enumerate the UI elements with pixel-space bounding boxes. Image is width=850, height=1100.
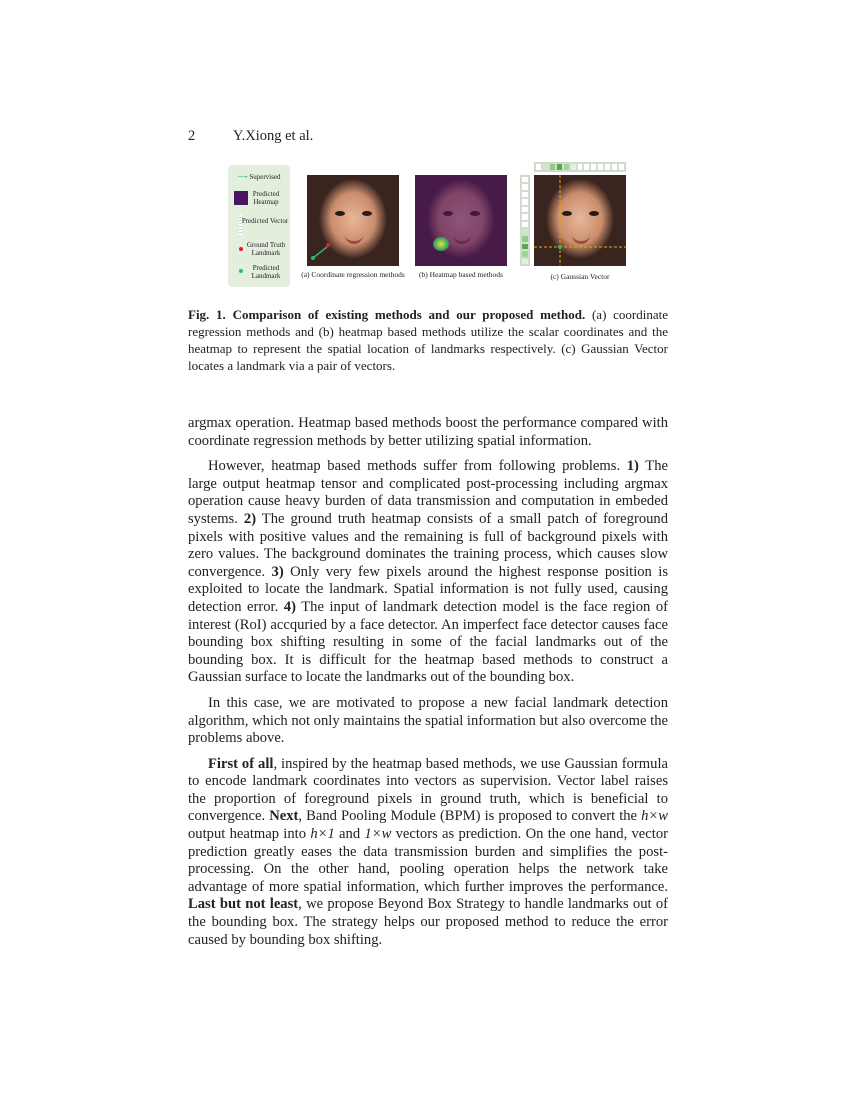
text-run: The ground truth heatmap consists of a small patch of foreground pixels with positive values and the remaining is full of background pixels with zero values. The background dominates the training process, which causes slow convergence. (188, 510, 669, 580)
figure-caption: Fig. 1. Comparison of existing methods and our proposed method. (a) coordinate regression methods and (b) heatmap based methods utilize the scalar coordinates and the heatmap to represent the spatial location of landmarks respectively. (c) Gaussian Vector locates a landmark via a pair of vectors. (188, 307, 669, 373)
text-run: output heatmap into (188, 826, 311, 843)
legend-predicted-landmark: Predicted Landmark (251, 264, 281, 280)
text-run: 3) (271, 563, 284, 580)
body-text (188, 415, 668, 957)
text-run: Only very few pixels around the highest response position is exploited to locate the landmark. Spatial information is not fully used, causing detection error. (188, 563, 668, 615)
vertical-vector (520, 175, 530, 266)
text-run: First of all (208, 755, 274, 772)
face-image-c (534, 175, 626, 266)
text-run: , we propose Beyond Box Strategy to handle landmarks out of the bounding box. The strategy helps our proposed method to reduce the error caused by bounding box shifting. (188, 896, 668, 948)
figure-legend (228, 165, 290, 287)
text-run: and (334, 826, 365, 843)
text-run: Last but not least (188, 896, 299, 913)
paragraph-4 (188, 756, 668, 950)
face-image-a (307, 175, 399, 266)
text-run: However, heatmap based methods suffer from following problems. (208, 458, 627, 475)
running-header: Y.Xiong et al. (233, 128, 314, 144)
text-run: h×w (641, 808, 668, 825)
text-run: 1) (626, 458, 639, 475)
paragraph-1: argmax operation. Heatmap based methods boost the performance compared with coordinate regression methods by better utilizing spatial information. (188, 415, 668, 449)
horizontal-vector (534, 162, 626, 172)
paragraph-2 (188, 458, 668, 687)
paragraph-3: In this case, we are motivated to propose a new facial landmark detection algorithm, which not only maintains the spatial information but also overcome the problems above. (188, 694, 668, 747)
page-number: 2 (188, 128, 196, 144)
text-run: , inspired by the heatmap based methods, we use Gaussian formula to encode landmark coordinates into vectors as supervision. Vector label raises the proportion of foreground pixels in ground truth, which is beneficial to convergence. (188, 755, 668, 825)
text-run: 1×w (364, 826, 392, 843)
text-run: The large output heatmap tensor and complicated post-processing including argmax operation cause heavy burden of data transmission and computation in embeded systems. (188, 458, 669, 527)
legend-heatmap: Predicted Heatmap (252, 190, 280, 206)
text-run: Next (269, 808, 299, 825)
face-image-b (415, 175, 507, 266)
legend-ground-truth: Ground Truth Landmark (246, 241, 286, 257)
text-run: 4) (283, 598, 296, 615)
subfigure-c-label: (c) Gaussian Vector (550, 272, 610, 281)
gaussian-guides (534, 175, 626, 266)
subfigure-b-label: (b) Heatmap based methods (419, 270, 503, 279)
text-run: h×1 (310, 826, 335, 843)
text-run: The input of landmark detection model is the face region of interest (RoI) accquried by a face detector. An imperfect face detector causes face bounding box shifting resulting in some of the facial landmarks out of the bounding box. It is difficult for the heatmap based methods to construct a Gaussian surface to locate the landmarks out of the bounding box. (188, 598, 668, 686)
arrow-icon: ⟶ (237, 173, 248, 181)
text-run: vectors as prediction. On the one hand, vector prediction greatly eases the data transmission burden and simplifies the post-processing. On the other hand, pooling operation helps the network take advantage of more spatial information, which further improves the performance. (188, 826, 668, 895)
legend-vector: Predicted Vector (241, 217, 289, 225)
legend-supervised: ⟶ Supervised (237, 173, 281, 181)
text-run: 2) (243, 510, 257, 527)
regression-arrow-icon (307, 175, 399, 266)
subfigure-a-label: (a) Coordinate regression methods (301, 270, 405, 279)
heatmap-blob (433, 237, 449, 251)
text-run: , Band Pooling Module (BPM) is proposed to convert the (298, 808, 642, 825)
